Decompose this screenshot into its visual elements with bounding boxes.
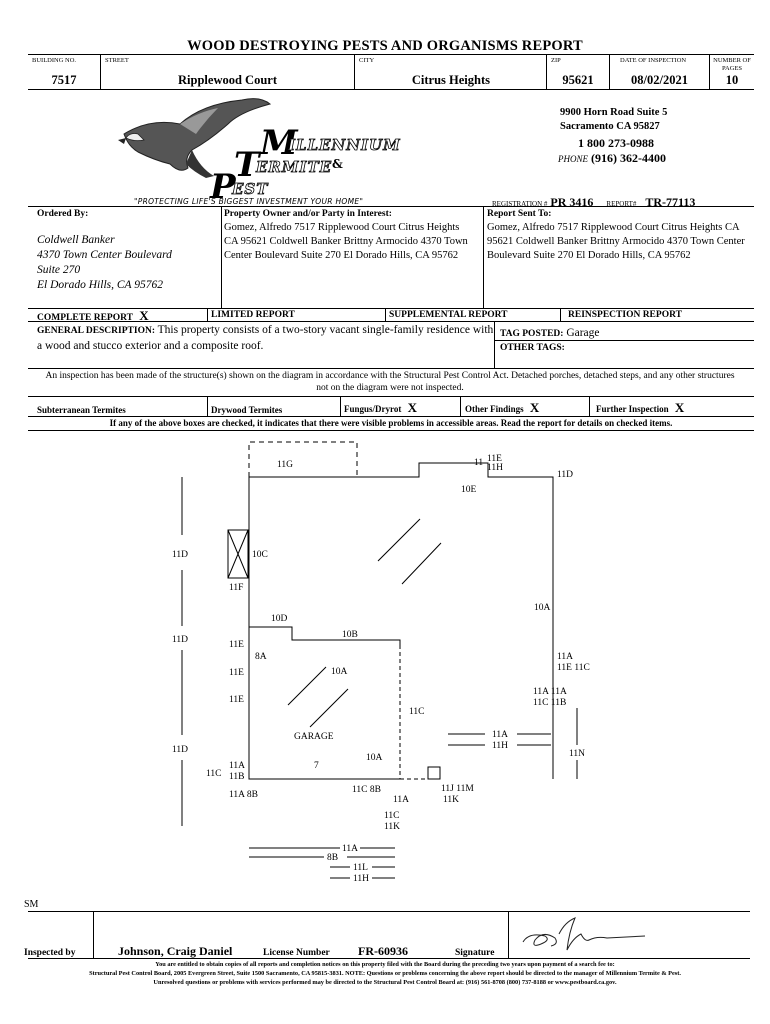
logo-word-1: ILLENNIUM: [288, 136, 401, 154]
complete-report-mark: X: [139, 308, 149, 323]
pages-cell: NUMBER OF PAGES 10: [709, 55, 754, 89]
reinspection-report: REINSPECTION REPORT: [568, 310, 682, 320]
diagram-label: 11A: [393, 795, 410, 805]
diagram-label: 10A: [534, 603, 551, 613]
diagram-label: 10E: [461, 485, 477, 495]
inspector-signature: [515, 914, 655, 956]
inspection-note: An inspection has been made of the structure(s) shown on the diagram in accordance with the Structural Pest Control Act. Detached porches, detached steps, and any other structures not on the diagram were not inspected.: [45, 371, 735, 393]
diagram-label: 11H: [487, 463, 504, 473]
logo-letter-m: M: [260, 123, 298, 163]
diagram-label: 11E: [487, 454, 502, 464]
diagram-label: 11D: [172, 550, 189, 560]
diagram-label: 10B: [342, 630, 358, 640]
divider: [93, 911, 94, 958]
street-cell: STREET Ripplewood Court: [100, 55, 354, 89]
complete-report: COMPLETE REPORT X: [37, 308, 149, 323]
logo-ampersand: &: [332, 157, 343, 171]
diagram-label: 11H: [492, 741, 509, 751]
signature-label: Signature: [455, 948, 495, 958]
report-title: WOOD DESTROYING PESTS AND ORGANISMS REPORT: [187, 38, 583, 54]
fungus-mark: X: [407, 400, 417, 415]
diagram-label: 7: [314, 761, 319, 771]
fungus-dryrot: Fungus/Dryrot X: [344, 400, 417, 415]
inspected-by-label: Inspected by: [24, 948, 76, 958]
diagram-label: 11D: [172, 745, 189, 755]
diagram-label: 11K: [443, 795, 460, 805]
diagram-label: 8A: [255, 652, 267, 662]
divider: [508, 911, 509, 958]
registration-row: REGISTRATION # PR 3416 REPORT# TR-77113: [492, 195, 696, 209]
company-toll-free: 1 800 273-0988: [578, 136, 654, 150]
city-cell: CITY Citrus Heights: [354, 55, 546, 89]
diagram-label: 11A 8B: [229, 790, 258, 800]
zip: 95621: [562, 73, 594, 87]
logo-letter-t: T: [234, 145, 260, 185]
diagram-label: 10A: [331, 667, 348, 677]
owner-info: Gomez, Alfredo 7517 Ripplewood Court Citrus Heights CA 95621 Coldwell Banker Brittny Armocido 4370 Town Center Boulevard Suite 270 El Dorado Hills, CA 95762: [224, 222, 468, 261]
inspection-date: 08/02/2021: [631, 73, 688, 87]
diagram-label: 11E 11C: [557, 663, 590, 673]
company-phone: PHONE (916) 362-4400: [558, 151, 666, 165]
logo-word-2: ERMITE: [256, 158, 333, 176]
report-sent-info: Gomez, Alfredo 7517 Ripplewood Court Citrus Heights CA 95621 Coldwell Banker Brittny Armocido 4370 Town Center Boulevard Suite 270 El Dorado Hills, CA 95762: [487, 222, 745, 261]
diagram-label: 11A: [342, 844, 359, 854]
report-number: TR-77113: [645, 195, 696, 209]
ordered-by: Coldwell Banker 4370 Town Center Boulevard Suite 270 El Dorado Hills, CA 95762: [37, 234, 172, 291]
inspector-name: Johnson, Craig Daniel: [118, 944, 233, 958]
diagram-label: 11D: [172, 635, 189, 645]
diagram-label: 11: [474, 458, 484, 468]
license-number: FR-60936: [358, 944, 408, 958]
page-count: 10: [725, 73, 739, 87]
other-tags: OTHER TAGS:: [500, 343, 565, 353]
diagram-label: 11A: [557, 652, 574, 662]
diagram-label: 11D: [557, 470, 574, 480]
legal-notice: You are entitled to obtain copies of all reports and completion notices on this property filed with the Board during the preceding two years upon payment of a search fee to: Structural Pest Control Board, 2005 Evergreen Street, Suite 1500 Sacramento, CA 95815-3831. NOTE: Questions or problems concerning the above report should be directed to the manager of Millennium Termite & Pest. Unresolved questions or problems with services performed may be directed to the Structural Pest Control Board at: (916) 561-8708 (800) 737-8188 or www.pestboard.ca.gov.: [89, 961, 681, 986]
diagram-label: 11C: [409, 707, 425, 717]
building-no-cell: BUILDING NO. 7517: [28, 55, 100, 89]
diagram-label: 11C 11B: [533, 698, 567, 708]
diagram-label: 11N: [569, 749, 586, 759]
diagram-label: 11A: [229, 761, 246, 771]
diagram-label: 11C 8B: [352, 785, 381, 795]
diagram-label: 11C: [206, 769, 222, 779]
street: Ripplewood Court: [178, 73, 277, 87]
diagram-label: 11G: [277, 460, 294, 470]
further-inspection: Further Inspection X: [596, 400, 685, 415]
company-tagline: "PROTECTING LIFE'S BIGGEST INVESTMENT YOUR HOME": [134, 197, 364, 206]
diagram-label: 11B: [229, 772, 245, 782]
further-inspection-mark: X: [674, 400, 685, 415]
city: Citrus Heights: [411, 73, 490, 87]
divider: [28, 911, 750, 912]
diagram-label: 11F: [229, 583, 244, 593]
divider: [28, 958, 750, 959]
zip-cell: ZIP 95621: [546, 55, 609, 89]
subterranean-termites: Subterranean Termites: [37, 405, 126, 415]
logo-word-3: EST: [232, 180, 269, 198]
garage-label: GARAGE: [294, 732, 334, 742]
diagram-label: 11A: [492, 730, 509, 740]
diagram-label: 10A: [366, 753, 383, 763]
date-cell: DATE OF INSPECTION 08/02/2021: [609, 55, 709, 89]
diagram-label: 11C: [384, 811, 400, 821]
registration-number: PR 3416: [550, 195, 594, 209]
diagram-label: 11K: [384, 822, 401, 832]
diagram-label: 11A 11A: [533, 687, 567, 697]
diagram-label: 11E: [229, 695, 244, 705]
findings-note: If any of the above boxes are checked, it indicates that there were visible problems in accessible areas. Read the report for details on checked items.: [109, 418, 673, 428]
drywood-termites: Drywood Termites: [211, 405, 283, 415]
owner-label: Property Owner and/or Party in Interest:: [224, 209, 392, 219]
building-no: 7517: [51, 73, 77, 87]
ordered-by-label: Ordered By:: [37, 209, 89, 219]
tag-posted: TAG POSTED: Garage: [500, 327, 600, 339]
diagram-label: 8B: [327, 853, 339, 863]
diagram-label: 10C: [252, 550, 268, 560]
logo-letter-p: P: [210, 167, 236, 204]
supplemental-report: SUPPLEMENTAL REPORT: [389, 310, 508, 320]
diagram-label: 11J 11M: [441, 784, 474, 794]
diagram-label: 11L: [353, 863, 368, 873]
diagram-label: 11E: [229, 668, 244, 678]
sm-mark: SM: [24, 899, 39, 910]
license-label: License Number: [263, 948, 330, 958]
other-findings: Other Findings X: [465, 400, 540, 415]
limited-report: LIMITED REPORT: [211, 310, 295, 320]
report-sent-label: Report Sent To:: [487, 209, 552, 219]
diagram-label: 10D: [271, 614, 288, 624]
general-description: GENERAL DESCRIPTION: This property consists of a two-story vacant single-family residence with a wood and stucco exterior and a composite roof.: [37, 324, 494, 352]
diagram-label: 11E: [229, 640, 244, 650]
company-address: 9900 Horn Road Suite 5 Sacramento CA 95827: [560, 107, 668, 132]
diagram-label: 11H: [353, 874, 370, 884]
other-findings-mark: X: [529, 400, 540, 415]
